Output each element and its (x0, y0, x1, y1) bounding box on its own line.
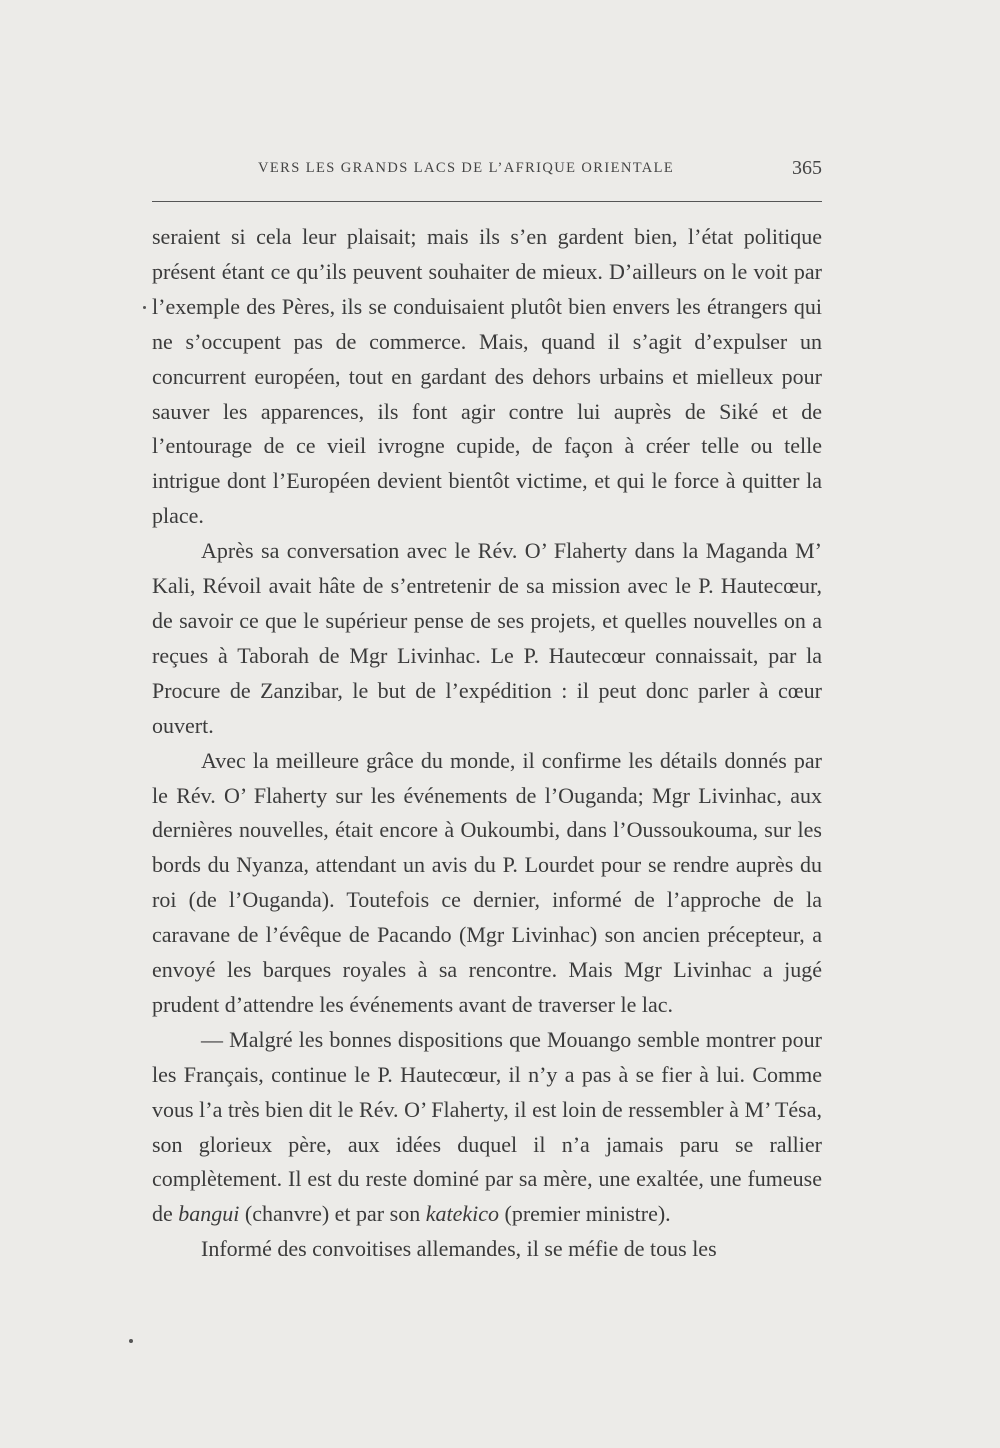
margin-speck (129, 1339, 133, 1343)
paragraph-4 (152, 1023, 822, 1232)
header-rule (152, 201, 822, 202)
body-text (152, 220, 822, 1267)
margin-speck (143, 306, 146, 309)
paragraph-5: Informé des convoitises allemandes, il se méfie de tous les (201, 1236, 717, 1262)
page-number: 365 (792, 157, 822, 179)
running-head: VERS LES GRANDS LACS DE L’AFRIQUE ORIENTALE (258, 160, 675, 176)
paragraph-4-part-3: (premier ministre). (499, 1201, 671, 1227)
italic-term-bangui: bangui (178, 1201, 240, 1227)
italic-term-katekico: katekico (425, 1201, 499, 1227)
paragraph-4-part-1: — Malgré les bonnes dispositions que Mouango semble montrer pour les Français, continue le P. Hautecœur, il n’y a pas à se fier à lui. Comme vous l’a très bien dit le Rév. O’ Flaherty, il est loin de ressembler à M’ Tésa, son glorieux père, aux idées duquel il n’a jamais paru se rallier complètement. Il est du reste dominé par sa mère, une exaltée, une fumeuse de (152, 1026, 822, 1227)
paragraph-1: seraient si cela leur plaisait; mais ils s’en gardent bien, l’état politique présent étant ce qu’ils peuvent souhaiter de mieux. D’ailleurs on le voit par l’exemple des Pères, ils se conduisaient plutôt bien envers les étrangers qui ne s’occupent pas de commerce. Mais, quand il s’agit d’expulser un concurrent européen, tout en gardant des dehors urbains et mielleux pour sauver les apparences, ils font agir contre lui auprès de Siké et de l’entourage de ce vieil ivrogne cupide, de façon à créer telle ou telle intrigue dont l’Européen devient bientôt victime, et qui le force à quitter la place. (152, 224, 822, 529)
paragraph-2: Après sa conversation avec le Rév. O’ Flaherty dans la Maganda M’ Kali, Révoil avait hâte de s’entretenir de sa mission avec le P. Hautecœur, de savoir ce que le supérieur pense de ses projets, et quelles nouvelles on a reçues à Taborah de Mgr Livinhac. Le P. Hautecœur connaissait, par la Procure de Zanzibar, le but de l’expédition : il peut donc parler à cœur ouvert. (152, 538, 822, 738)
paragraph-3: Avec la meilleure grâce du monde, il confirme les détails donnés par le Rév. O’ Flaherty sur les événements de l’Ouganda; Mgr Livinhac, aux dernières nouvelles, était encore à Oukoumbi, dans l’Oussoukouma, sur les bords du Nyanza, attendant un avis du P. Lourdet pour se rendre auprès du roi (de l’Ouganda). Toutefois ce dernier, informé de l’approche de la caravane de l’évêque de Pacando (Mgr Livinhac) son ancien précepteur, a envoyé les barques royales à sa rencontre. Mais Mgr Livinhac a jugé prudent d’attendre les événements avant de traverser le lac. (152, 747, 822, 1017)
page-header (152, 158, 822, 188)
paragraph-4-part-2: (chanvre) et par son (239, 1201, 426, 1227)
